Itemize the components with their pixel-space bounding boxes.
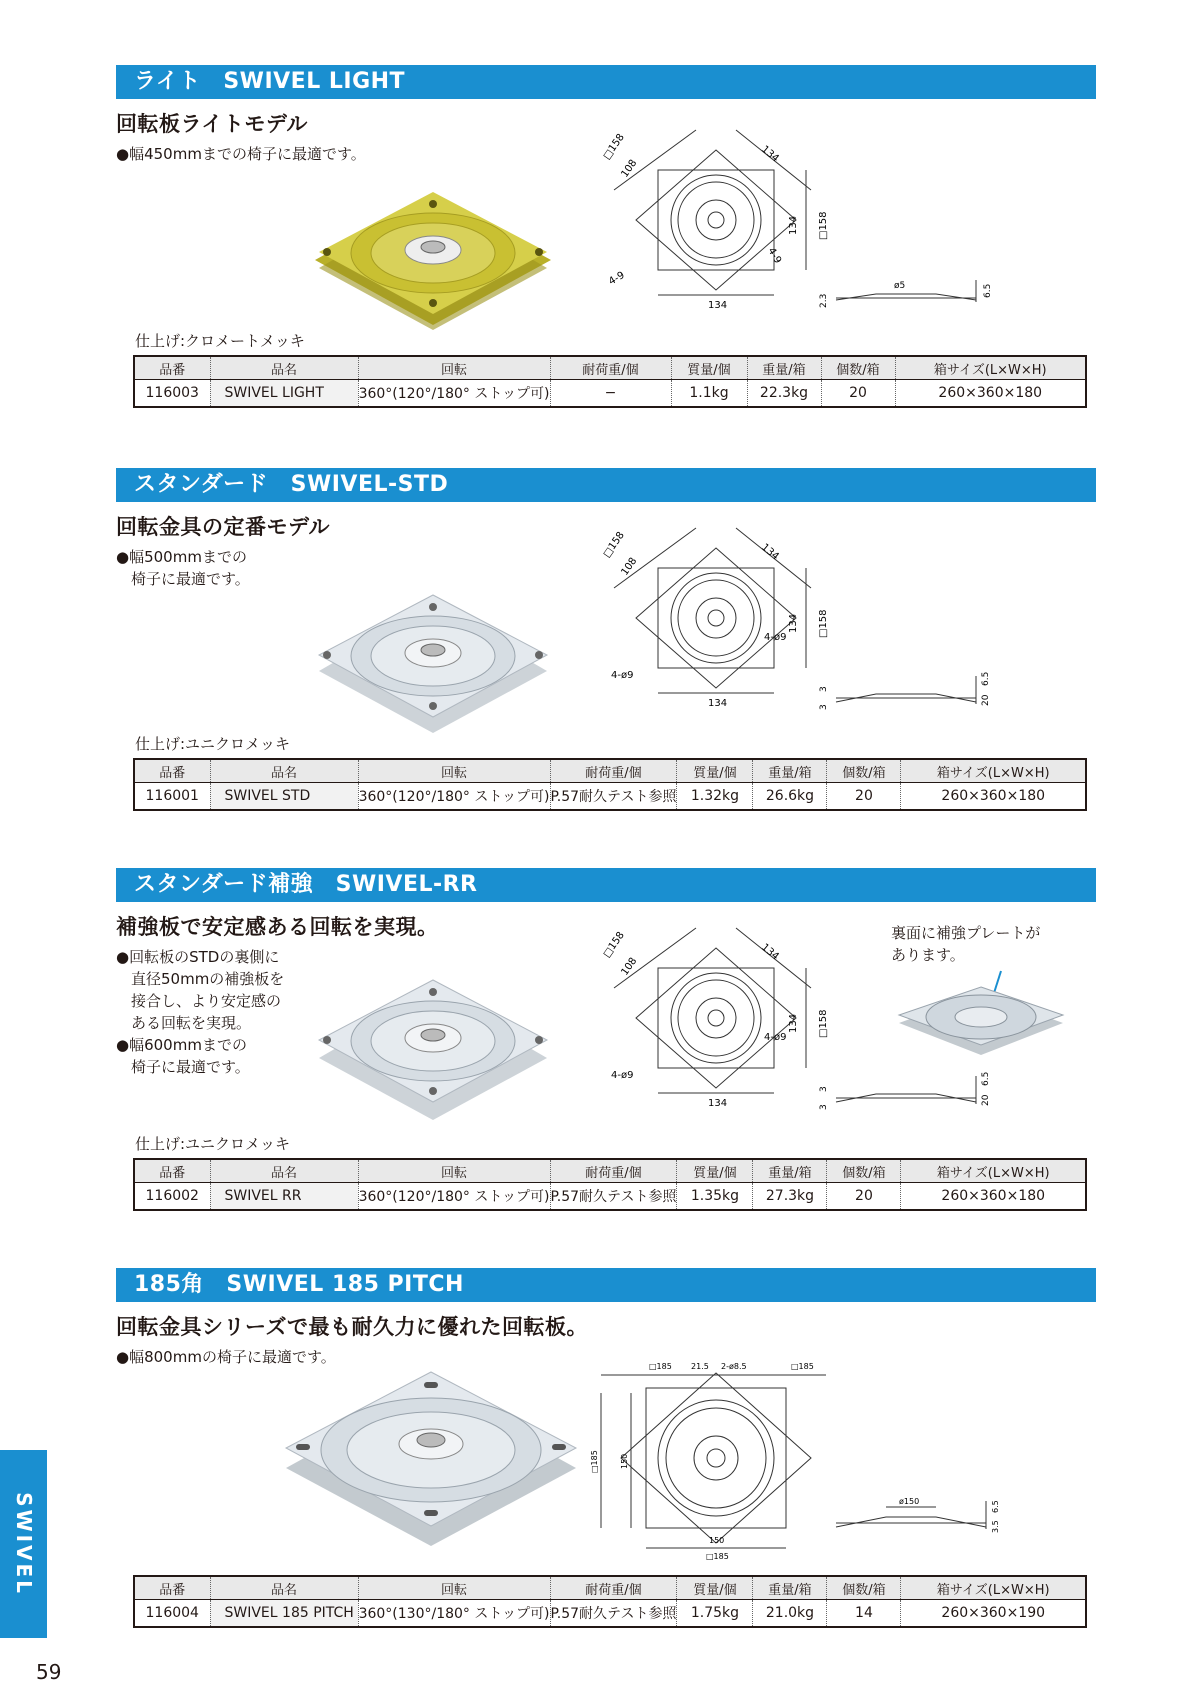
section-swivel-light [116,65,1096,420]
technical-drawing-side [816,668,996,713]
svg-text:4-ø9: 4-ø9 [764,632,787,643]
svg-text:3: 3 [819,686,829,692]
technical-drawing-top [596,528,836,708]
finish-label: 仕上げ:ユニクロメッキ [135,735,291,753]
svg-text:108: 108 [619,157,640,180]
section-description: ●幅500mmまでの 椅子に最適です。 [116,548,250,588]
product-photo [311,978,556,1128]
svg-text:□158: □158 [818,1009,829,1038]
svg-text:4-9: 4-9 [765,246,784,266]
svg-text:□185: □185 [590,1450,599,1473]
svg-text:4-9: 4-9 [607,269,627,288]
section-banner: スタンダード SWIVEL-STD [116,468,1096,502]
product-photo [311,593,556,733]
section-subtitle: 回転金具シリーズで最も耐久力に優れた回転板。 [116,1315,588,1339]
section-swivel-std [116,468,1096,828]
finish-label: 仕上げ:クロメートメッキ [135,332,305,350]
table-header-row: 品番 品名 回転 耐荷重/個 質量/個 重量/箱 個数/箱 箱サイズ(L×W×H) [134,356,1086,380]
table-header-row: 品番 品名 回転 耐荷重/個 質量/個 重量/箱 個数/箱 箱サイズ(L×W×H) [134,759,1086,783]
side-tab: SWIVEL [0,1450,47,1638]
table-row: 116001 SWIVEL STD 360°(120°/180° ストップ可) P.57耐久テスト参照 1.32kg 26.6kg 20 260×360×180 [134,783,1086,811]
svg-text:108: 108 [619,955,640,978]
svg-text:□185: □185 [791,1362,814,1371]
reverse-photo [891,963,1071,1063]
finish-label: 仕上げ:ユニクロメッキ [135,1135,291,1153]
svg-text:4-ø9: 4-ø9 [764,1032,787,1043]
svg-text:□158: □158 [601,132,627,162]
section-description: ●幅450mmまでの椅子に最適です。 [116,145,366,163]
svg-text:150: 150 [709,1536,725,1545]
svg-text:3: 3 [819,704,829,710]
section-subtitle: 回転板ライトモデル [116,112,308,136]
section-description: ●回転板のSTDの裏側に 直径50mmの補強板を 接合し、より安定感の ある回転を実現。 ●幅600mmまでの 椅子に最適です。 [116,948,285,1076]
svg-text:134: 134 [788,215,799,235]
svg-text:134: 134 [788,613,799,633]
section-banner: ライト SWIVEL LIGHT [116,65,1096,99]
svg-text:21.5: 21.5 [691,1362,709,1371]
section-swivel-185-pitch [116,1268,1096,1648]
svg-text:20: 20 [981,1094,991,1106]
svg-text:6.5: 6.5 [991,1500,1000,1513]
svg-text:150: 150 [620,1453,629,1469]
table-header-row: 品番 品名 回転 耐荷重/個 質量/個 重量/箱 個数/箱 箱サイズ(L×W×H) [134,1159,1086,1183]
table-row: 116004 SWIVEL 185 PITCH 360°(130°/180° ストップ可) P.57耐久テスト参照 1.75kg 21.0kg 14 260×360×190 [134,1600,1086,1628]
svg-text:2-ø8.5: 2-ø8.5 [721,1362,747,1371]
svg-text:3: 3 [819,1104,829,1110]
svg-text:134: 134 [788,1013,799,1033]
svg-text:134: 134 [759,541,781,563]
svg-text:134: 134 [708,1098,728,1109]
svg-text:134: 134 [708,300,728,311]
svg-text:□158: □158 [818,609,829,638]
svg-text:□158: □158 [601,930,627,960]
product-photo [311,190,556,330]
svg-text:4-ø9: 4-ø9 [611,670,634,681]
table-row: 116003 SWIVEL LIGHT 360°(120°/180° ストップ可) − 1.1kg 22.3kg 20 260×360×180 [134,380,1086,408]
svg-text:3: 3 [819,1086,829,1092]
spec-table [133,355,1087,408]
technical-drawing-side [816,1068,996,1113]
section-banner: 185角 SWIVEL 185 PITCH [116,1268,1096,1302]
svg-text:ø5: ø5 [894,281,906,291]
technical-drawing-side [816,270,996,310]
svg-text:6.5: 6.5 [981,1071,991,1086]
svg-text:□158: □158 [818,211,829,240]
svg-text:2.3: 2.3 [819,293,829,308]
section-description: ●幅800mmの椅子に最適です。 [116,1348,336,1366]
table-header-row: 品番 品名 回転 耐荷重/個 質量/個 重量/箱 個数/箱 箱サイズ(L×W×H) [134,1576,1086,1600]
technical-drawing-top [591,1353,841,1563]
svg-text:3.5: 3.5 [991,1520,1000,1533]
section-subtitle: 回転金具の定番モデル [116,515,330,539]
svg-text:134: 134 [759,941,781,963]
svg-text:20: 20 [981,694,991,706]
svg-text:6.5: 6.5 [983,283,993,298]
technical-drawing-side [816,1493,1006,1538]
product-photo [276,1368,586,1548]
svg-text:4-ø9: 4-ø9 [611,1070,634,1081]
svg-text:ø150: ø150 [899,1497,920,1506]
reinforcement-note: 裏面に補強プレートが あります。 [891,924,1041,964]
svg-text:□158: □158 [601,530,627,560]
technical-drawing-top [596,130,836,310]
spec-table [133,758,1087,811]
technical-drawing-top [596,928,836,1108]
svg-text:134: 134 [759,143,781,165]
section-banner: スタンダード補強 SWIVEL-RR [116,868,1096,902]
spec-table [133,1158,1087,1211]
section-swivel-rr [116,868,1096,1228]
svg-text:□185: □185 [649,1362,672,1371]
svg-text:134: 134 [708,698,728,709]
svg-text:108: 108 [619,555,640,578]
svg-text:6.5: 6.5 [981,671,991,686]
svg-text:□185: □185 [706,1552,729,1561]
spec-table [133,1575,1087,1628]
section-subtitle: 補強板で安定感ある回転を実現。 [116,915,439,939]
table-row: 116002 SWIVEL RR 360°(120°/180° ストップ可) P.57耐久テスト参照 1.35kg 27.3kg 20 260×360×180 [134,1183,1086,1211]
page-number: 59 [36,1660,62,1684]
